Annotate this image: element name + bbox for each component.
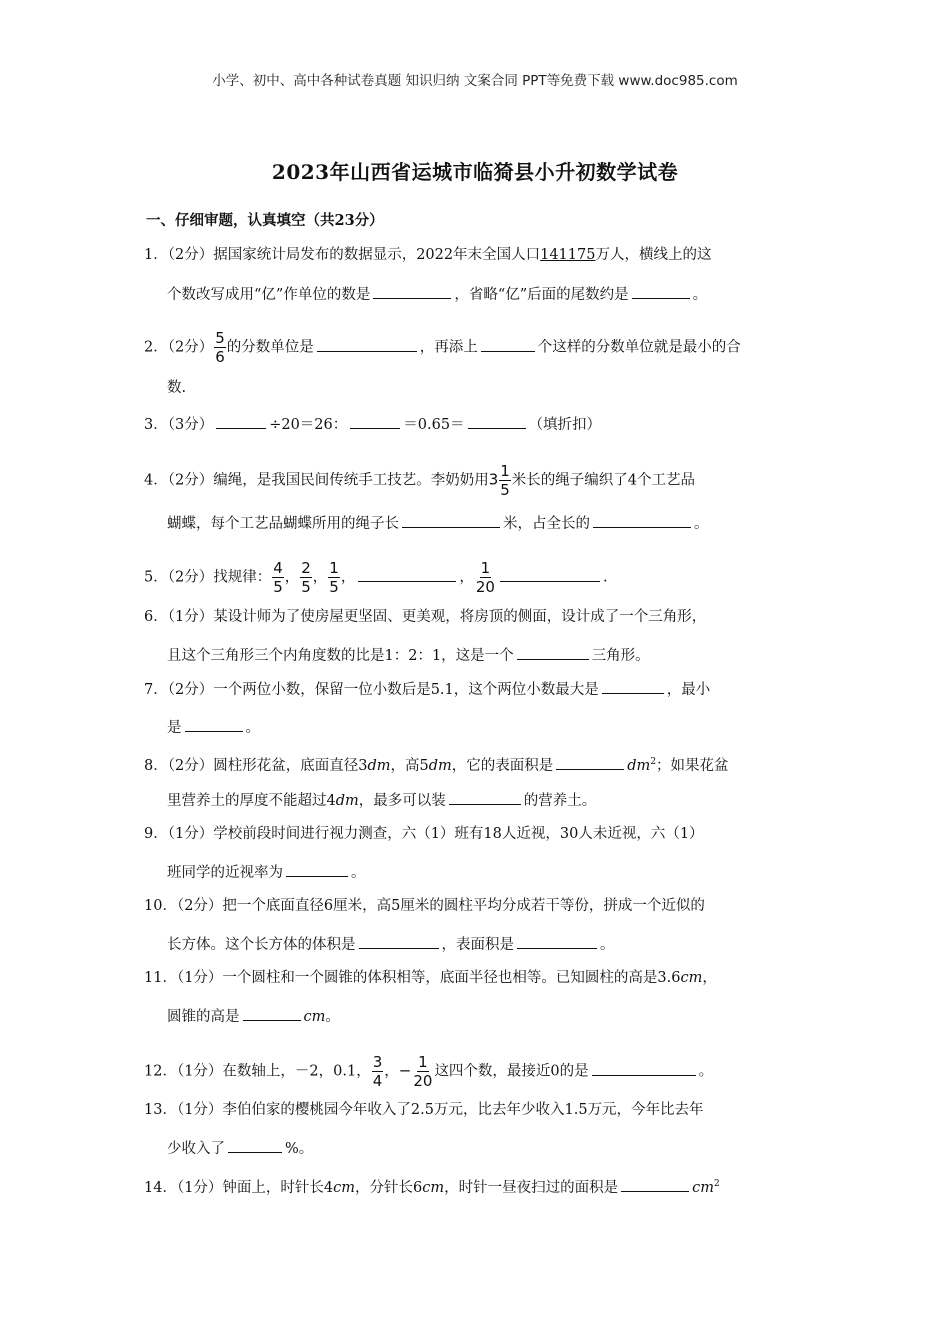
answer-blank[interactable] — [185, 717, 243, 732]
question-12-line-1: 12．（1分）在数轴上，－2，0.1， $\frac{3}{4}$ ，− $\frac{1}{20}$ 这四个数，最接近0的是 。 — [144, 1053, 714, 1090]
question-1-line-1: 1．（2分）据国家统计局发布的数据显示，2022年末全国人口141175万人，横线上的这 — [144, 247, 712, 263]
answer-blank[interactable] — [359, 934, 439, 949]
question-9-line-2: 班同学的近视率为 。 — [167, 862, 366, 883]
question-8-line-2: 里营养土的厚度不能超过4dm，最多可以装 的营养土。 — [167, 790, 596, 811]
question-2-line-2: 数. — [167, 380, 187, 396]
answer-blank[interactable] — [449, 790, 521, 805]
question-9-line-1: 9．（1分）学校前段时间进行视力测查，六（1）班有18人近视，30人未近视，六（1） — [144, 826, 704, 842]
answer-blank[interactable] — [632, 284, 690, 299]
answer-blank[interactable] — [621, 1177, 689, 1192]
minus-sign: − — [398, 1061, 412, 1080]
answer-blank[interactable] — [592, 1061, 696, 1076]
fraction: $\frac{3}{4}$ — [372, 1053, 383, 1090]
answer-blank[interactable] — [216, 414, 266, 429]
answer-blank[interactable] — [517, 934, 597, 949]
answer-blank[interactable] — [556, 755, 624, 770]
fraction: $\frac{4}{5}$ — [273, 559, 283, 596]
mixed-number-whole: 3 — [488, 470, 499, 489]
answer-blank[interactable] — [243, 1006, 301, 1021]
question-13-line-1: 13．（1分）李伯伯家的樱桃园今年收入了2.5万元，比去年少收入1.5万元，今年比去年 — [144, 1102, 704, 1118]
fraction: $\frac{1}{20}$ — [475, 559, 495, 596]
question-2-line-1: 2．（2分） $\frac{5}{6}$ 的分数单位是 ，再添上 个这样的分数单位就是最小的合 — [144, 329, 741, 366]
answer-blank[interactable] — [402, 513, 500, 528]
question-4-line-2: 蝴蝶，每个工艺品蝴蝶所用的绳子长 米，占全长的 。 — [167, 513, 709, 534]
fraction: $\frac{1}{20}$ — [413, 1053, 433, 1090]
question-6-line-1: 6．（1分）某设计师为了使房屋更坚固、更美观，将房顶的侧面，设计成了一个三角形， — [144, 609, 707, 625]
question-6-line-2: 且这个三角形三个内角度数的比是1：2：1，这是一个 三角形。 — [167, 645, 650, 666]
section-heading: 一、仔细审题，认真填空（共23分） — [146, 212, 384, 229]
exam-title: 2023年山西省运城市临猗县小升初数学试卷 — [271, 160, 679, 184]
answer-blank[interactable] — [350, 414, 400, 429]
fraction: $\frac{5}{6}$ — [215, 329, 225, 366]
answer-blank[interactable] — [286, 862, 348, 877]
answer-blank[interactable] — [228, 1138, 282, 1153]
question-14-line-1: 14．（1分）钟面上，时针长4cm，分针长6cm，时针一昼夜扫过的面积是 $cm^2$ — [144, 1174, 720, 1198]
answer-blank[interactable] — [517, 645, 589, 660]
page-header: 小学、初中、高中各种试卷真题 知识归纳 文案合同 PPT等免费下载 www.doc985.com — [212, 73, 738, 89]
answer-blank[interactable] — [317, 337, 417, 352]
answer-blank[interactable] — [500, 567, 600, 582]
question-11-line-2: 圆锥的高是 cm。 — [167, 1006, 340, 1027]
question-10-line-2: 长方体。这个长方体的体积是 ，表面积是 。 — [167, 934, 615, 955]
question-8-line-1: 8．（2分）圆柱形花盆，底面直径3dm，高5dm，它的表面积是 $dm^2$；如果花盆 — [144, 752, 729, 776]
question-3-line-1: 3．（3分） ÷20＝26： ＝0.65＝ （填折扣） — [144, 414, 601, 435]
fraction: $\frac{1}{5}$ — [329, 559, 339, 596]
question-7-line-1: 7．（2分）一个两位小数，保留一位小数后是5.1，这个两位小数最大是 ，最小 — [144, 679, 710, 700]
answer-blank[interactable] — [602, 679, 664, 694]
fraction: $\frac{2}{5}$ — [301, 559, 311, 596]
underlined-number: 141175 — [540, 247, 596, 263]
question-11-line-1: 11．（1分）一个圆柱和一个圆锥的体积相等，底面半径也相等。已知圆柱的高是3.6cm， — [144, 970, 717, 986]
answer-blank[interactable] — [593, 513, 691, 528]
answer-blank[interactable] — [481, 337, 535, 352]
question-1-line-2: 个数改写成用“亿”作单位的数是 ，省略“亿”后面的尾数约是 。 — [167, 284, 707, 305]
fraction: $\frac{1}{5}$ — [500, 462, 510, 499]
question-5-line-1: 5．（2分）找规律： $\frac{4}{5}$ ， $\frac{2}{5}$ ， $\frac{1}{5}$ ， ， $\frac{1}{20}$ . — [144, 559, 608, 596]
answer-blank[interactable] — [358, 567, 456, 582]
answer-blank[interactable] — [373, 284, 451, 299]
question-7-line-2: 是 。 — [167, 717, 260, 738]
answer-blank[interactable] — [468, 414, 526, 429]
question-13-line-2: 少收入了 %。 — [167, 1138, 313, 1159]
question-10-line-1: 10．（2分）把一个底面直径6厘米，高5厘米的圆柱平均分成若干等份，拼成一个近似的 — [144, 898, 705, 914]
question-4-line-1: 4．（2分）编绳，是我国民间传统手工技艺。李奶奶用3 $\frac{1}{5}$ 米长的绳子编织了4个工艺品 — [144, 462, 696, 499]
